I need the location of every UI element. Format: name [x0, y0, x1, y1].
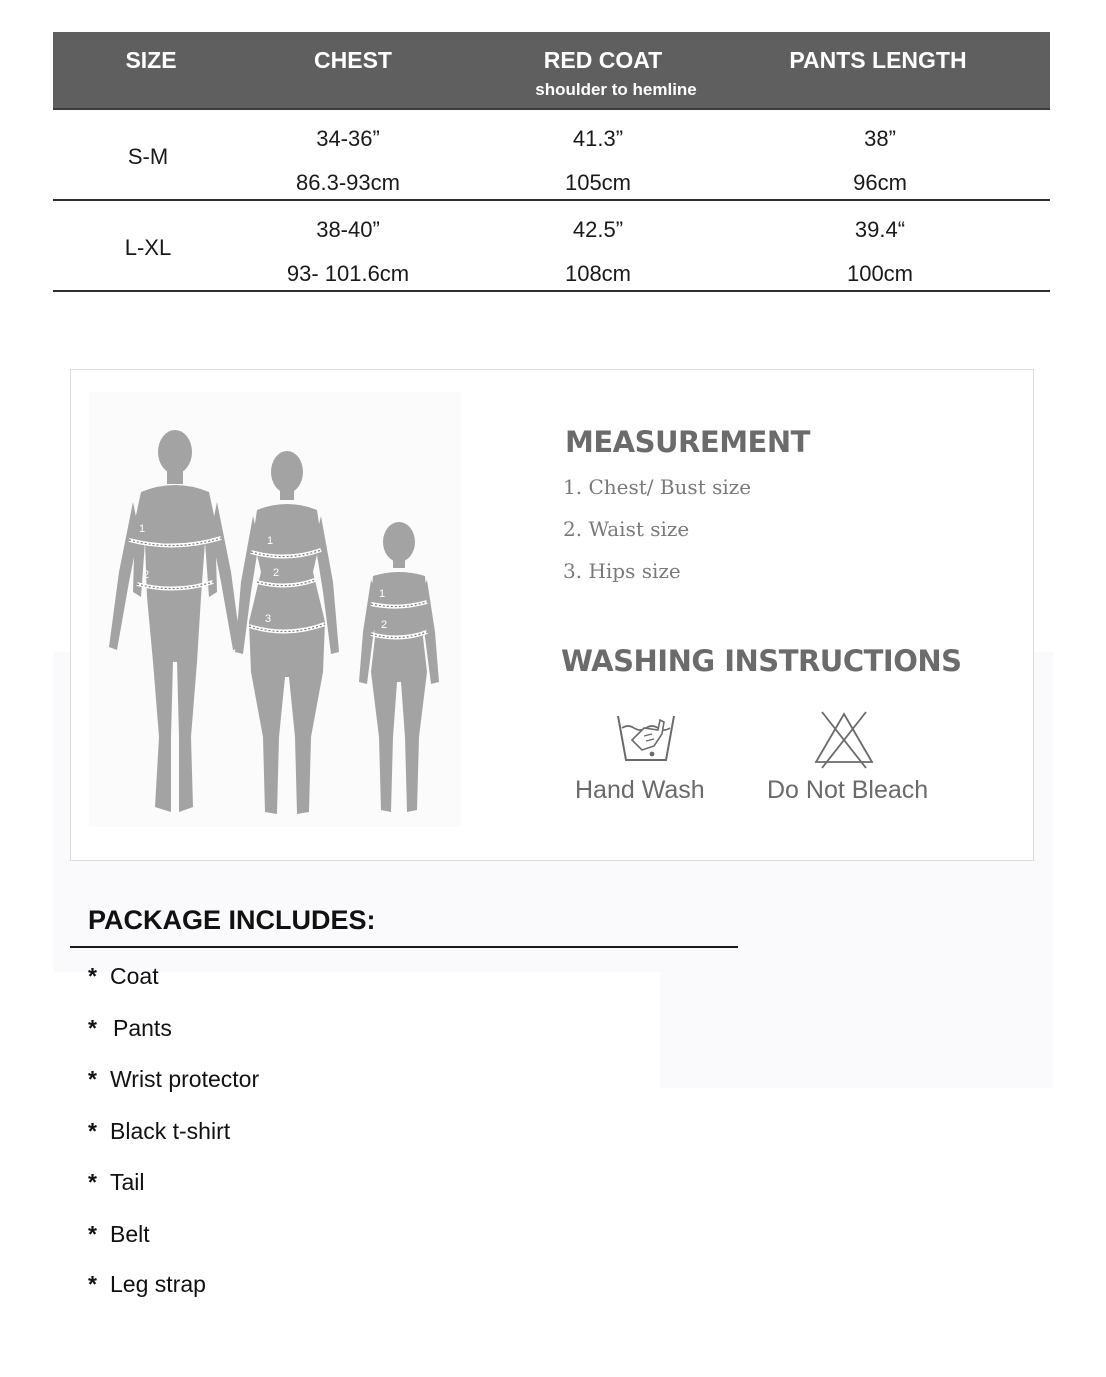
- bullet-icon: *: [88, 1169, 97, 1195]
- body-figures-svg: [89, 392, 461, 827]
- coat-inch-cell: 42.5”: [572, 217, 624, 242]
- list-item-label: Pants: [113, 1015, 172, 1041]
- do-not-bleach-label: Do Not Bleach: [767, 776, 929, 804]
- chest-cm-cell: 93- 101.6cm: [286, 261, 410, 286]
- man-mark-1: 1: [139, 523, 146, 535]
- pants-cm-cell: 96cm: [853, 170, 907, 195]
- body-figures-illustration: [89, 392, 461, 827]
- list-item: [88, 963, 159, 990]
- woman-mark-2: 2: [273, 567, 280, 579]
- table-row: [53, 110, 1050, 201]
- coat-cm-cell: 108cm: [564, 261, 632, 286]
- measurement-item-hips: 3. Hips size: [563, 559, 681, 583]
- backdrop: [660, 970, 1053, 1088]
- bullet-icon: *: [88, 1221, 97, 1247]
- woman-mark-3: 3: [265, 613, 272, 625]
- bullet-icon: *: [88, 1271, 97, 1297]
- child-figure-icon: [359, 522, 439, 812]
- child-mark-1: 1: [379, 588, 386, 600]
- list-item-label: Wrist protector: [110, 1066, 260, 1092]
- bullet-icon: *: [88, 1015, 97, 1041]
- size-cell: S-M: [127, 144, 169, 169]
- list-item-label: Belt: [110, 1221, 150, 1247]
- bullet-icon: *: [88, 1118, 97, 1144]
- chest-inch-cell: 38-40”: [316, 217, 380, 242]
- list-item-label: Coat: [110, 963, 159, 989]
- header-red-coat-sub: shoulder to hemline: [535, 80, 697, 99]
- header-red-coat: [490, 47, 716, 100]
- package-divider: [70, 946, 738, 948]
- man-figure-icon: [109, 430, 241, 812]
- washing-instructions-title: WASHING INSTRUCTIONS: [561, 644, 962, 678]
- do-not-bleach-icon: [812, 710, 876, 775]
- list-item-label: Black t-shirt: [110, 1118, 231, 1144]
- bullet-icon: *: [88, 963, 97, 989]
- list-item: [88, 1271, 206, 1298]
- man-mark-2: 2: [143, 569, 150, 581]
- chest-cm-cell: 86.3-93cm: [296, 170, 400, 195]
- pants-cm-cell: 100cm: [846, 261, 914, 286]
- list-item: [88, 1221, 150, 1248]
- size-table: [53, 32, 1050, 292]
- package-title: PACKAGE INCLUDES:: [88, 905, 376, 935]
- coat-cm-cell: 105cm: [564, 170, 632, 195]
- measurement-item-chest: 1. Chest/ Bust size: [563, 475, 752, 499]
- coat-inch-cell: 41.3”: [572, 126, 624, 151]
- list-item: [88, 1169, 145, 1196]
- header-red-coat-label: RED COAT: [543, 47, 663, 73]
- size-table-header: [53, 32, 1050, 110]
- woman-mark-1: 1: [267, 535, 274, 547]
- list-item: [88, 1066, 259, 1093]
- header-size: SIZE: [125, 47, 177, 73]
- chest-inch-cell: 34-36”: [316, 126, 380, 151]
- pants-inch-cell: 38”: [864, 126, 896, 151]
- list-item: [88, 1118, 230, 1145]
- hand-wash-label: Hand Wash: [575, 776, 705, 804]
- header-pants-length: PANTS LENGTH: [789, 47, 967, 73]
- bullet-icon: *: [88, 1066, 97, 1092]
- list-item-label: Leg strap: [110, 1271, 206, 1297]
- child-mark-2: 2: [381, 619, 388, 631]
- pants-inch-cell: 39.4“: [854, 217, 906, 242]
- size-cell: L-XL: [124, 235, 172, 260]
- header-chest: CHEST: [314, 47, 392, 73]
- hand-wash-icon: [614, 710, 678, 775]
- measurement-title: MEASUREMENT: [565, 425, 810, 459]
- list-item: [88, 1015, 172, 1042]
- table-row: [53, 201, 1050, 292]
- measurement-item-waist: 2. Waist size: [563, 517, 690, 541]
- measurement-panel: [70, 369, 1034, 861]
- list-item-label: Tail: [110, 1169, 145, 1195]
